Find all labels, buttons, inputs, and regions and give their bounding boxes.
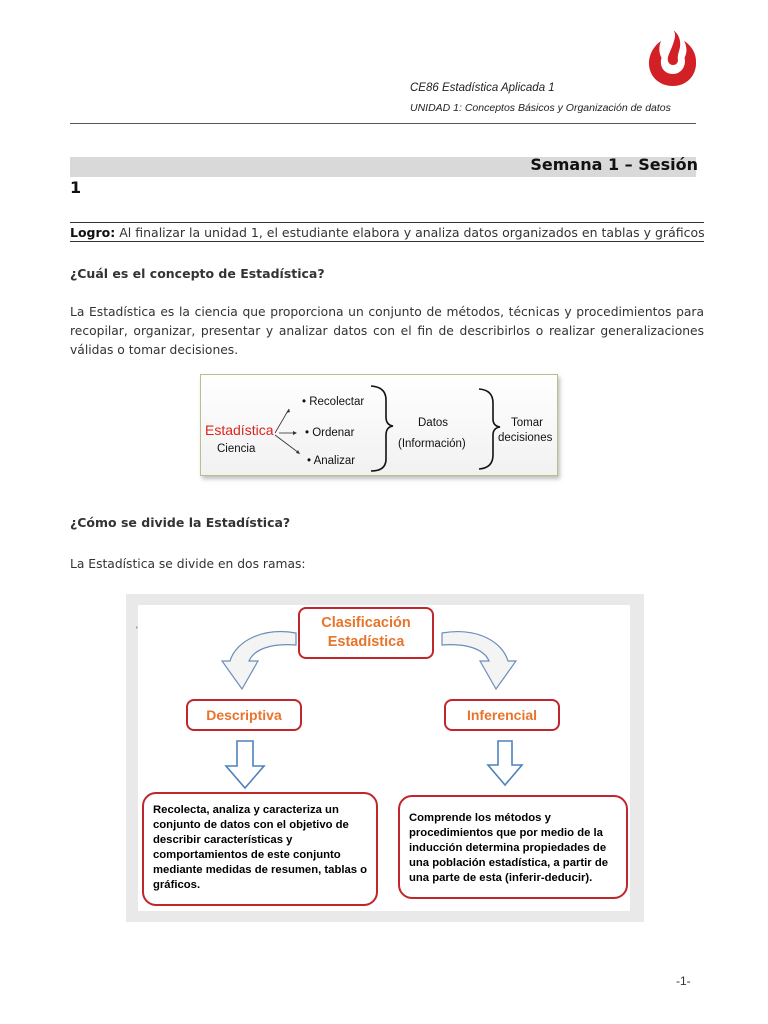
action-item: • Ordenar bbox=[305, 427, 355, 439]
unit-title: UNIDAD 1: Conceptos Básicos y Organización de datos bbox=[410, 102, 671, 114]
logro-bottom-rule bbox=[70, 241, 704, 242]
descriptive-box bbox=[186, 699, 302, 731]
data-label: Datos bbox=[418, 417, 449, 429]
inferential-description: Comprende los métodos y procedimientos que por medio de la inducción determina propiedades de una población estadística, a partir de una parte de esta (inferir-deducir). bbox=[409, 812, 609, 884]
down-arrow-right-icon bbox=[488, 741, 522, 785]
question-concept-heading: ¿Cuál es el concepto de Estadística? bbox=[70, 266, 325, 281]
descriptive-description-box bbox=[142, 792, 378, 906]
down-arrow-left-icon bbox=[226, 741, 264, 788]
subject-subtitle: Ciencia bbox=[217, 443, 256, 455]
session-number: 1 bbox=[70, 178, 82, 197]
classification-title-line1: Clasificación bbox=[321, 615, 411, 631]
logro-label: Logro: bbox=[70, 225, 116, 240]
descriptive-description: Recolecta, analiza y caracteriza un conjunto de datos con el objetivo de describir características y comportamientos de este conjunto mediante medidas de resumen, tablas o gráficos. bbox=[153, 804, 368, 891]
course-title: CE86 Estadística Aplicada 1 bbox=[410, 82, 555, 94]
decision-label-line1: Tomar bbox=[511, 417, 543, 429]
descriptive-label: Descriptiva bbox=[206, 707, 282, 723]
svg-text:': ' bbox=[136, 625, 138, 635]
classification-diagram bbox=[138, 605, 630, 911]
action-item: • Analizar bbox=[307, 455, 356, 467]
header-divider bbox=[70, 123, 696, 124]
inferential-description-box bbox=[398, 795, 628, 899]
curved-arrow-right-icon bbox=[442, 632, 516, 689]
logro-statement bbox=[70, 225, 710, 240]
concept-paragraph: La Estadística es la ciencia que proporciona un conjunto de métodos, técnicas y procedimientos para recopilar, organizar, presentar y analizar datos con el fin de describirlos o realizar generalizaciones válidas o tomar decisiones. bbox=[70, 305, 704, 357]
session-title: Semana 1 – Sesión bbox=[530, 155, 698, 174]
classification-title-line2: Estadística bbox=[327, 634, 405, 650]
inferential-box bbox=[444, 699, 560, 731]
inferential-label: Inferencial bbox=[466, 707, 538, 723]
logro-text: Al finalizar la unidad 1, el estudiante elabora y analiza datos organizados en tablas y gráficos bbox=[115, 225, 705, 240]
action-item: • Recolectar bbox=[302, 396, 365, 408]
statistics-concept-diagram bbox=[200, 374, 558, 476]
division-paragraph: La Estadística se divide en dos ramas: bbox=[70, 557, 306, 571]
logro-top-rule bbox=[70, 222, 704, 223]
curved-arrow-left-icon bbox=[222, 632, 296, 689]
classification-box bbox=[298, 607, 434, 659]
subject-label: Estadística bbox=[205, 422, 274, 438]
page-number: -1- bbox=[676, 974, 691, 988]
decision-label-line2: decisiones bbox=[498, 432, 553, 444]
upc-flame-logo-icon bbox=[644, 30, 702, 88]
information-label: (Información) bbox=[398, 438, 466, 450]
question-division-heading: ¿Cómo se divide la Estadística? bbox=[70, 515, 291, 530]
